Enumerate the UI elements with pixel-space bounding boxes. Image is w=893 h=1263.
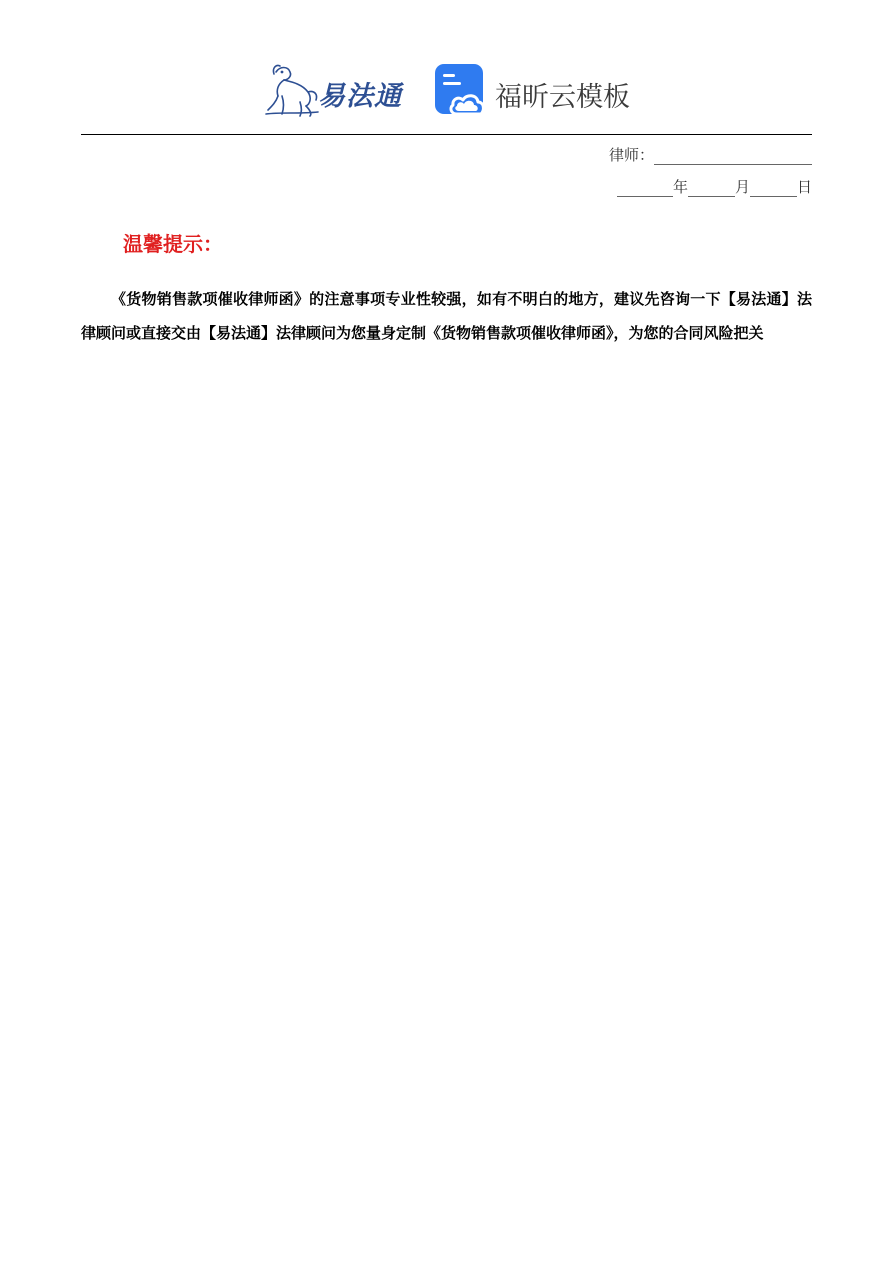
month-label: 月 — [734, 178, 750, 196]
lawyer-label: 律师： — [608, 146, 654, 164]
header-divider — [81, 134, 812, 135]
cloud-template-icon — [435, 64, 489, 118]
date-signature-line — [617, 176, 812, 197]
tip-body: 《货物销售款项催收律师函》的注意事项专业性较强，如有不明白的地方，建议先咨询一下【易法通】法律顾问或直接交由【易法通】法律顾问为您量身定制《货物销售款项催收律师函》，为您的合同风险把关 — [81, 290, 812, 342]
yifatong-brand-text: 易法通 — [318, 81, 402, 112]
fuxin-logo — [435, 64, 635, 120]
lawyer-name-blank — [654, 148, 812, 165]
day-blank — [750, 180, 797, 197]
year-blank — [617, 180, 673, 197]
year-label: 年 — [672, 178, 688, 196]
fuxin-brand-text: 福昕云模板 — [495, 82, 630, 113]
horse-emblem-icon — [262, 62, 320, 118]
tip-title: 温馨提示： — [123, 232, 223, 256]
month-blank — [688, 180, 735, 197]
yifatong-logo — [262, 62, 412, 118]
day-label: 日 — [796, 178, 812, 196]
lawyer-signature-line — [609, 144, 812, 165]
page-header — [0, 58, 893, 124]
